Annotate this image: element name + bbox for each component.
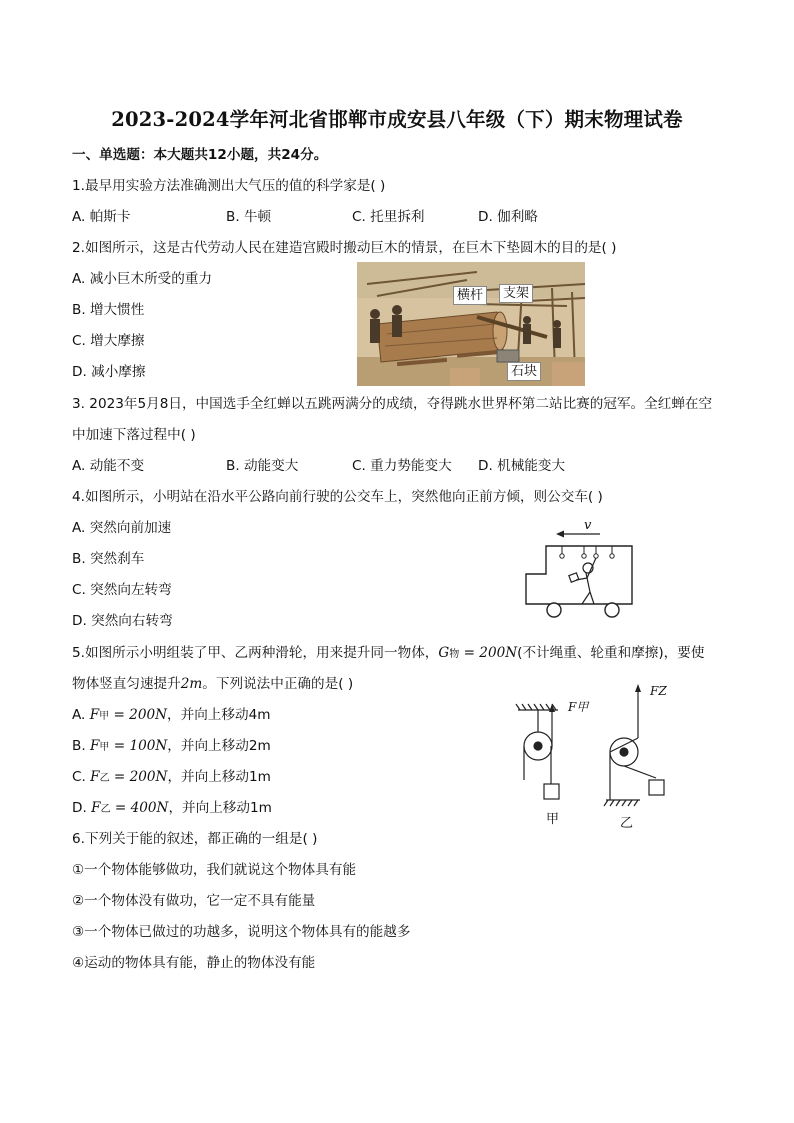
q4-option-d: D. 突然向右转弯 bbox=[72, 613, 173, 629]
q5-option-d-value: = 400N bbox=[110, 800, 169, 816]
q5-option-c-letter: C. bbox=[72, 769, 91, 785]
q4-stem: 4.如图所示，小明站在沿水平公路向前行驶的公交车上，突然他向正前方倾，则公交车( ) bbox=[72, 489, 603, 505]
q1-stem: 1.最早用实验方法准确测出大气压的值的科学家是( ) bbox=[72, 178, 386, 194]
q5-stem2-distance: 2m bbox=[180, 676, 203, 692]
q4-bus-figure bbox=[520, 518, 640, 628]
q6-item-2: ②一个物体没有做功，它一定不具有能量 bbox=[72, 893, 316, 909]
q5-stem2-text-a: 物体竖直匀速提升 bbox=[72, 676, 181, 692]
q5-option-a-text: ，并向上移动4m bbox=[167, 707, 271, 723]
exam-title: 2023-2024学年河北省邯郸市成安县八年级（下）期末物理试卷 bbox=[111, 108, 683, 131]
q2-illustration bbox=[357, 262, 585, 386]
q5-stem-line1 bbox=[72, 644, 704, 664]
q2-illustration-drawing bbox=[357, 262, 585, 386]
q5-pulley-figure bbox=[510, 682, 690, 832]
q5-stem-line2 bbox=[72, 675, 353, 693]
q5-option-d-text: ，并向上移动1m bbox=[168, 800, 272, 816]
q5-stem-g-sub: 物 bbox=[449, 649, 460, 660]
q5-option-d-var: F bbox=[91, 800, 101, 816]
q5-label-f-jia: F甲 bbox=[568, 700, 589, 714]
q5-option-b bbox=[72, 737, 271, 757]
q5-option-a-sub: 甲 bbox=[99, 711, 110, 722]
q4-bus-drawing bbox=[520, 518, 640, 628]
q5-stem-g: G bbox=[438, 645, 450, 661]
q5-option-a-letter: A. bbox=[72, 707, 90, 723]
q5-option-c-var: F bbox=[90, 769, 100, 785]
q5-option-a-var: F bbox=[89, 707, 100, 723]
q5-stem2-text-b: 。下列说法中正确的是( ) bbox=[202, 676, 354, 692]
q2-option-d: D. 减小摩擦 bbox=[72, 364, 146, 380]
q4-option-a: A. 突然向前加速 bbox=[72, 520, 172, 536]
q5-label-jia: 甲 bbox=[546, 812, 560, 827]
q5-label-f-yi: FZ bbox=[650, 684, 667, 698]
q4-option-b: B. 突然刹车 bbox=[72, 551, 145, 567]
q2-option-b: B. 增大惯性 bbox=[72, 302, 145, 318]
q5-option-b-sub: 甲 bbox=[99, 742, 110, 753]
q5-option-d-sub: 乙 bbox=[100, 804, 111, 815]
q3-stem-line2: 中加速下落过程中( ) bbox=[72, 427, 196, 443]
q3-option-a: A. 动能不变 bbox=[72, 458, 145, 474]
q5-option-c-sub: 乙 bbox=[99, 773, 110, 784]
q5-stem-text-a: 5.如图所示小明组装了甲、乙两种滑轮，用来提升同一物体， bbox=[72, 645, 439, 661]
q6-item-1: ①一个物体能够做功，我们就说这个物体具有能 bbox=[72, 862, 357, 878]
q2-option-a: A. 减小巨木所受的重力 bbox=[72, 271, 213, 287]
q3-stem-line1: 3. 2023年5月8日，中国选手全红蝉以五跳两满分的成绩，夺得跳水世界杯第二站比赛的冠军。全红蝉在空 bbox=[72, 396, 713, 412]
q3-option-b: B. 动能变大 bbox=[226, 458, 299, 474]
q6-item-3: ③一个物体已做过的功越多，说明这个物体具有的能越多 bbox=[72, 924, 411, 940]
q1-option-c: C. 托里拆利 bbox=[352, 209, 425, 225]
q5-option-c bbox=[72, 768, 271, 788]
q5-option-c-value: = 200N bbox=[109, 769, 168, 785]
q2-option-c: C. 增大摩擦 bbox=[72, 333, 145, 349]
q2-label-support: 支架 bbox=[499, 284, 533, 303]
q5-option-a-value: = 200N bbox=[109, 707, 168, 723]
q2-label-crossbar: 横杆 bbox=[453, 286, 487, 305]
q1-option-a: A. 帕斯卡 bbox=[72, 209, 131, 225]
q4-option-c: C. 突然向左转弯 bbox=[72, 582, 172, 598]
q1-option-d: D. 伽利略 bbox=[478, 209, 538, 225]
q5-pulley-drawing bbox=[510, 682, 690, 832]
q5-label-yi: 乙 bbox=[620, 816, 634, 831]
q5-option-d bbox=[72, 799, 272, 819]
q2-label-stone: 石块 bbox=[507, 362, 541, 381]
q5-option-c-text: ，并向上移动1m bbox=[167, 769, 271, 785]
q6-stem: 6.下列关于能的叙述，都正确的一组是( ) bbox=[72, 831, 318, 847]
q5-option-d-letter: D. bbox=[72, 800, 92, 816]
q5-option-b-letter: B. bbox=[72, 738, 90, 754]
q4-velocity-label: v bbox=[584, 518, 592, 533]
q5-stem-text-b: (不计绳重、轮重和摩擦)，要使 bbox=[517, 645, 705, 661]
q6-item-4: ④运动的物体具有能，静止的物体没有能 bbox=[72, 955, 316, 971]
q3-option-d: D. 机械能变大 bbox=[478, 458, 566, 474]
q1-option-b: B. 牛顿 bbox=[226, 209, 272, 225]
q3-option-c: C. 重力势能变大 bbox=[352, 458, 452, 474]
q5-option-a bbox=[72, 706, 270, 726]
q5-option-b-value: = 100N bbox=[109, 738, 168, 754]
q2-stem: 2.如图所示，这是古代劳动人民在建造宫殿时搬动巨木的情景，在巨木下垫圆木的目的是( ) bbox=[72, 240, 617, 256]
q5-option-b-text: ，并向上移动2m bbox=[167, 738, 271, 754]
q5-option-b-var: F bbox=[89, 738, 100, 754]
section-heading: 一、单选题：本大题共12小题，共24分。 bbox=[72, 147, 328, 163]
q5-stem-g-value: = 200N bbox=[459, 645, 518, 661]
